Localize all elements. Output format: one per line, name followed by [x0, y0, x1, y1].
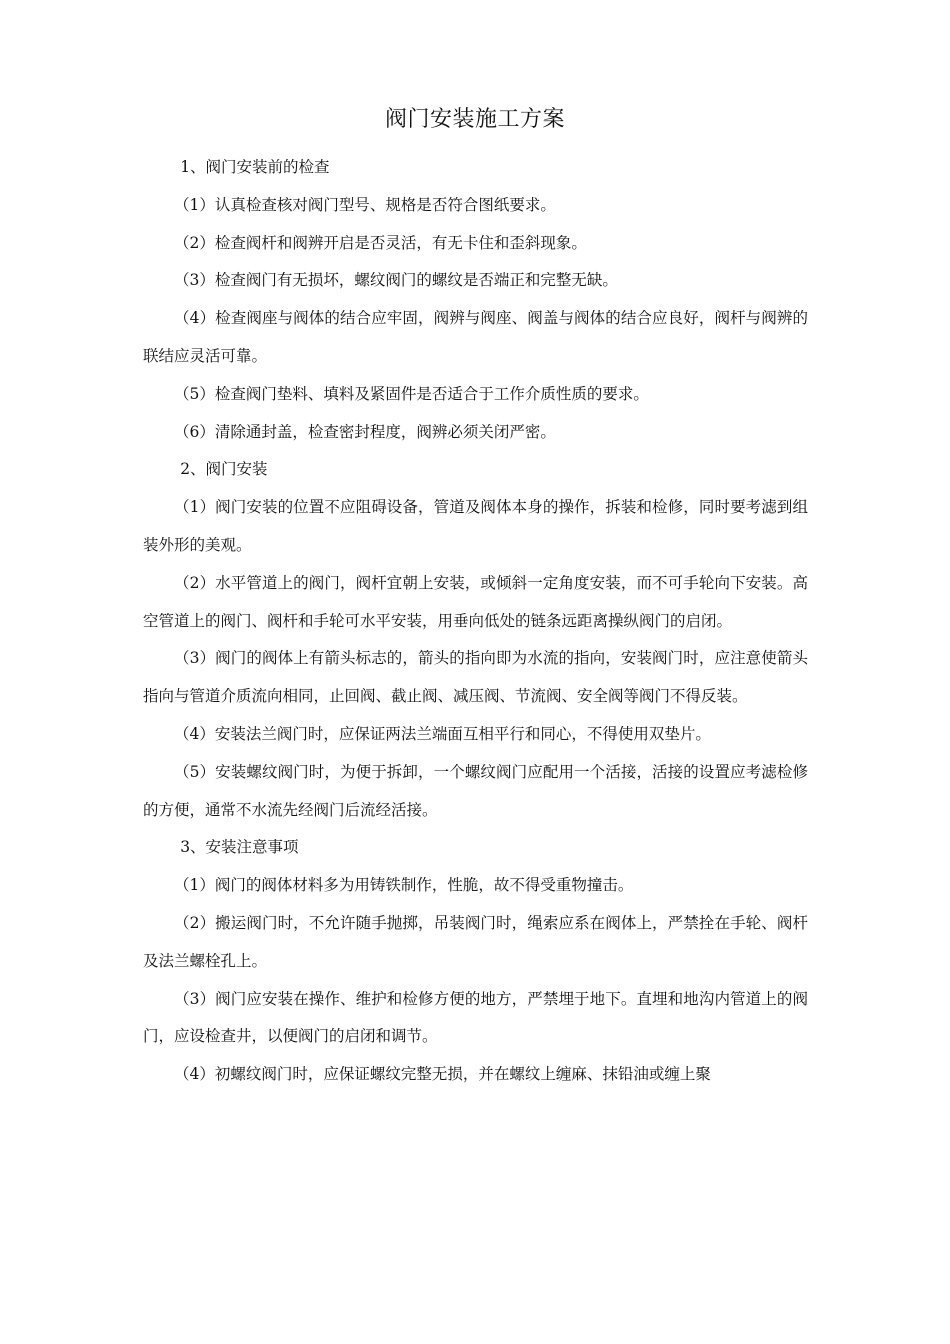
paragraph: （2）检查阀杆和阀辨开启是否灵活，有无卡住和歪斜现象。: [174, 233, 587, 252]
paragraph: （5）安装螺纹阀门时，为便于拆卸，一个螺纹阀门应配用一个活接，活接的设置应考滤检修的方便，通常不水流先经阀门后流经活接。: [143, 762, 808, 819]
document-title: 阀门安装施工方案: [384, 107, 565, 132]
paragraph: （6）清除通封盖，检查密封程度，阀辨必须关闭严密。: [174, 422, 556, 441]
paragraph: （2）水平管道上的阀门，阀杆宜朝上安装，或倾斜一定角度安装，而不可手轮向下安装。高空管道上的阀门、阀杆和手轮可水平安装，用垂向低处的链条远距离操纵阀门的启闭。: [143, 573, 808, 630]
paragraph: （3）检查阀门有无损坏，螺纹阀门的螺纹是否端正和完整无缺。: [174, 271, 618, 290]
paragraph: （4）初螺纹阀门时，应保证螺纹完整无损，并在螺纹上缠麻、抹铅油或缠上聚: [174, 1065, 711, 1084]
paragraph: （4）检查阀座与阀体的结合应牢固，阀辨与阀座、阀盖与阀体的结合应良好，阀杆与阀辨的联结应灵活可靠。: [143, 309, 808, 365]
paragraph: （3）阀门应安装在操作、维护和检修方便的地方，严禁埋于地下。直埋和地沟内管道上的阀门，应设检查井，以便阀门的启闭和调节。: [143, 989, 808, 1046]
paragraph: （1）阀门的阀体材料多为用铸铁制作，性脆，故不得受重物撞击。: [174, 876, 634, 895]
section-heading: 3、安装注意事项: [180, 838, 299, 857]
paragraph: （5）检查阀门垫料、填料及紧固件是否适合于工作介质性质的要求。: [174, 384, 649, 403]
paragraph: （1）阀门安装的位置不应阻碍设备，管道及阀体本身的操作，拆装和检修，同时要考滤到组装外形的美观。: [143, 498, 808, 554]
paragraph: （3）阀门的阀体上有箭头标志的，箭头的指向即为水流的指向，安装阀门时，应注意使箭头指向与管道介质流向相同，止回阀、截止阀、减压阀、节流阀、安全阀等阀门不得反装。: [143, 649, 808, 706]
paragraph: （1）认真检查核对阀门型号、规格是否符合图纸要求。: [174, 195, 556, 214]
section-heading: 2、阀门安装: [180, 460, 268, 479]
section-heading: 1、阀门安装前的检查: [180, 158, 330, 176]
paragraph: （2）搬运阀门时，不允许随手抛掷，吊装阀门时，绳索应系在阀体上，严禁拴在手轮、阀杆及法兰螺栓孔上。: [143, 913, 808, 970]
document-body: [143, 149, 808, 1094]
paragraph: （4）安装法兰阀门时，应保证两法兰端面互相平行和同心，不得使用双垫片。: [174, 724, 711, 743]
